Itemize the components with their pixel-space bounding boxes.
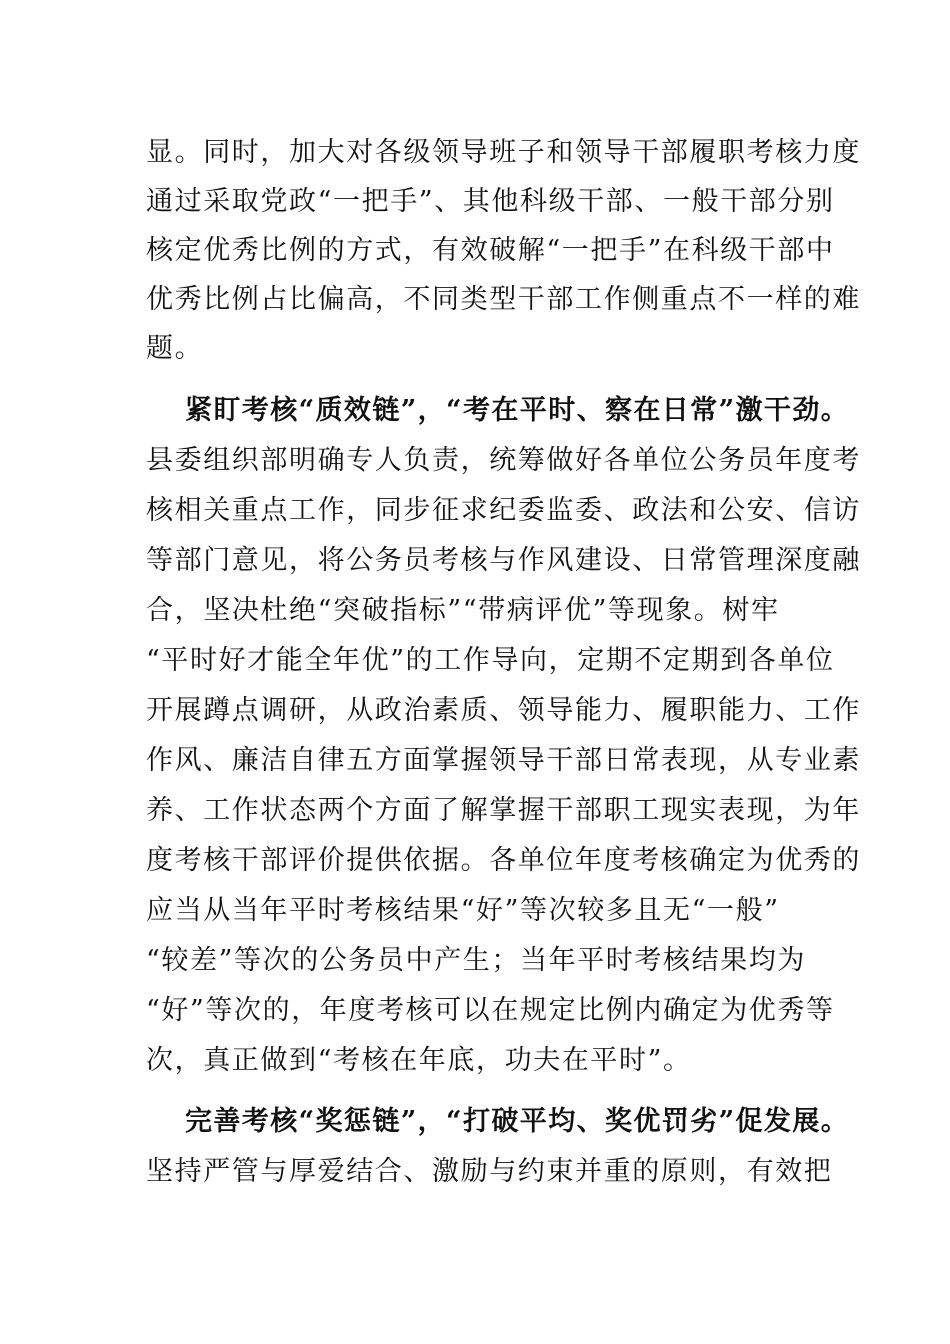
section-heading: 紧盯考核“质效链”，“考在平时、察在日常”激干劲。	[185, 395, 850, 426]
paragraph-line: 核定优秀比例的方式，有效破解“一把手”在科级干部中	[146, 235, 835, 266]
section-heading: 完善考核“奖惩链”，“打破平均、奖优罚劣”促发展。	[185, 1106, 850, 1137]
paragraph-line: 核相关重点工作，同步征求纪委监委、政法和公安、信访	[146, 495, 861, 526]
paragraph-line: 显。同时，加大对各级领导班子和领导干部履职考核力度	[146, 137, 861, 168]
paragraph-line: 合，坚决杜绝“突破指标”“带病评优”等现象。树牢	[146, 595, 780, 626]
paragraph-line: 题。	[146, 333, 204, 364]
paragraph-line: 作风、廉洁自律五方面掌握领导干部日常表现，从专业素	[146, 745, 861, 776]
paragraph-line: 应当从当年平时考核结果“好”等次较多且无“一般”	[146, 895, 780, 926]
paragraph-line: 度考核干部评价提供依据。各单位年度考核确定为优秀的	[146, 845, 861, 876]
paragraph-line: 县委组织部明确专人负责，统筹做好各单位公务员年度考	[146, 445, 861, 476]
paragraph-line: 次，真正做到“考核在年底，功夫在平时”。	[146, 1045, 692, 1076]
paragraph-line: 优秀比例占比偏高，不同类型干部工作侧重点不一样的难	[146, 284, 861, 315]
paragraph-line: 坚持严管与厚爱结合、激励与约束并重的原则，有效把	[146, 1156, 833, 1187]
paragraph-line: 开展蹲点调研，从政治素质、领导能力、履职能力、工作	[146, 695, 861, 726]
paragraph-line: “平时好才能全年优”的工作导向，定期不定期到各单位	[146, 645, 835, 676]
paragraph-line: 养、工作状态两个方面了解掌握干部职工现实表现，为年	[146, 795, 861, 826]
paragraph-line: 通过采取党政“一把手”、其他科级干部、一般干部分别	[146, 186, 835, 217]
paragraph-line: “较差”等次的公务员中产生；当年平时考核结果均为	[146, 945, 807, 976]
paragraph-line: 等部门意见，将公务员考核与作风建设、日常管理深度融	[146, 545, 861, 576]
paragraph-line: “好”等次的，年度考核可以在规定比例内确定为优秀等	[146, 995, 835, 1026]
